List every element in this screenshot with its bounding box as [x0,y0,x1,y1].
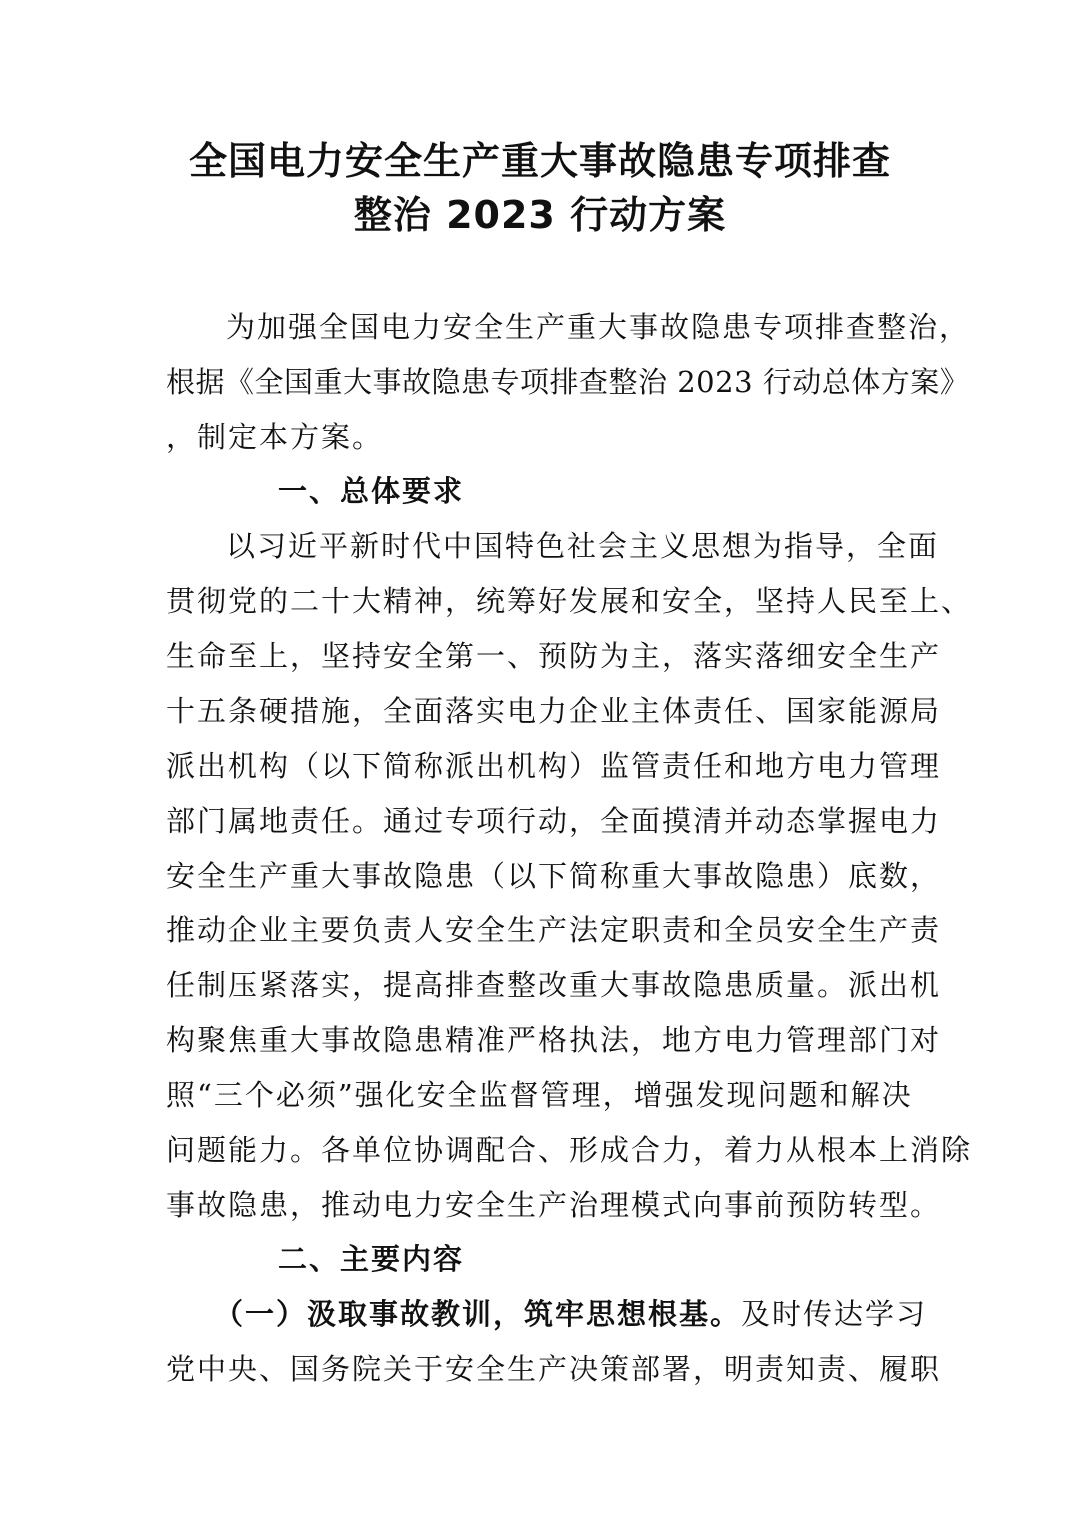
section-1-line-4: 十五条硬措施，全面落实电力企业主体责任、国家能源局 [166,694,942,728]
section-1-heading: 一、总体要求 [278,474,465,508]
section-2-item-1-heading: （一）汲取事故教训，筑牢思想根基。 [214,1297,742,1331]
section-1-line-8: 推动企业主要负责人安全生产法定职责和全员安全生产责 [166,913,942,947]
section-1-line-2: 贯彻党的二十大精神，统筹好发展和安全，坚持人民至上、 [166,584,973,618]
section-1-line-10: 构聚焦重大事故隐患精准严格执法，地方电力管理部门对 [166,1023,942,1057]
section-1-line-11: 照“三个必须”强化安全监督管理，增强发现问题和解决 [166,1078,913,1112]
section-1-line-9: 任制压紧落实，提高排查整改重大事故隐患质量。派出机 [166,968,942,1002]
intro-line-2: 根据《全国重大事故隐患专项排查整治 2023 行动总体方案》 [166,365,970,399]
section-1-line-13: 事故隐患，推动电力安全生产治理模式向事前预防转型。 [166,1188,942,1222]
section-1-line-3: 生命至上，坚持安全第一、预防为主，落实落细安全生产 [166,639,942,673]
document-title-line-2: 整治 2023 行动方案 [353,193,727,237]
section-1-line-5: 派出机构（以下简称派出机构）监管责任和地方电力管理 [166,749,942,783]
section-1-line-12: 问题能力。各单位协调配合、形成合力，着力从根本上消除 [166,1133,973,1167]
document-title-line-1: 全国电力安全生产重大事故隐患专项排查 [188,139,891,183]
section-1-line-7: 安全生产重大事故隐患（以下简称重大事故隐患）底数， [166,859,942,893]
section-2-heading: 二、主要内容 [278,1242,465,1276]
section-2-item-1-line-1 [214,1297,928,1331]
section-2-item-1-line-2: 党中央、国务院关于安全生产决策部署，明责知责、履职 [166,1352,942,1386]
section-1-line-1: 以习近平新时代中国特色社会主义思想为指导，全面 [226,529,940,563]
intro-line-1: 为加强全国电力安全生产重大事故隐患专项排查整治， [226,310,971,344]
section-1-line-6: 部门属地责任。通过专项行动，全面摸清并动态掌握电力 [166,804,942,838]
section-2-item-1-text: 及时传达学习 [741,1297,928,1331]
intro-line-3: ，制定本方案。 [166,420,384,454]
